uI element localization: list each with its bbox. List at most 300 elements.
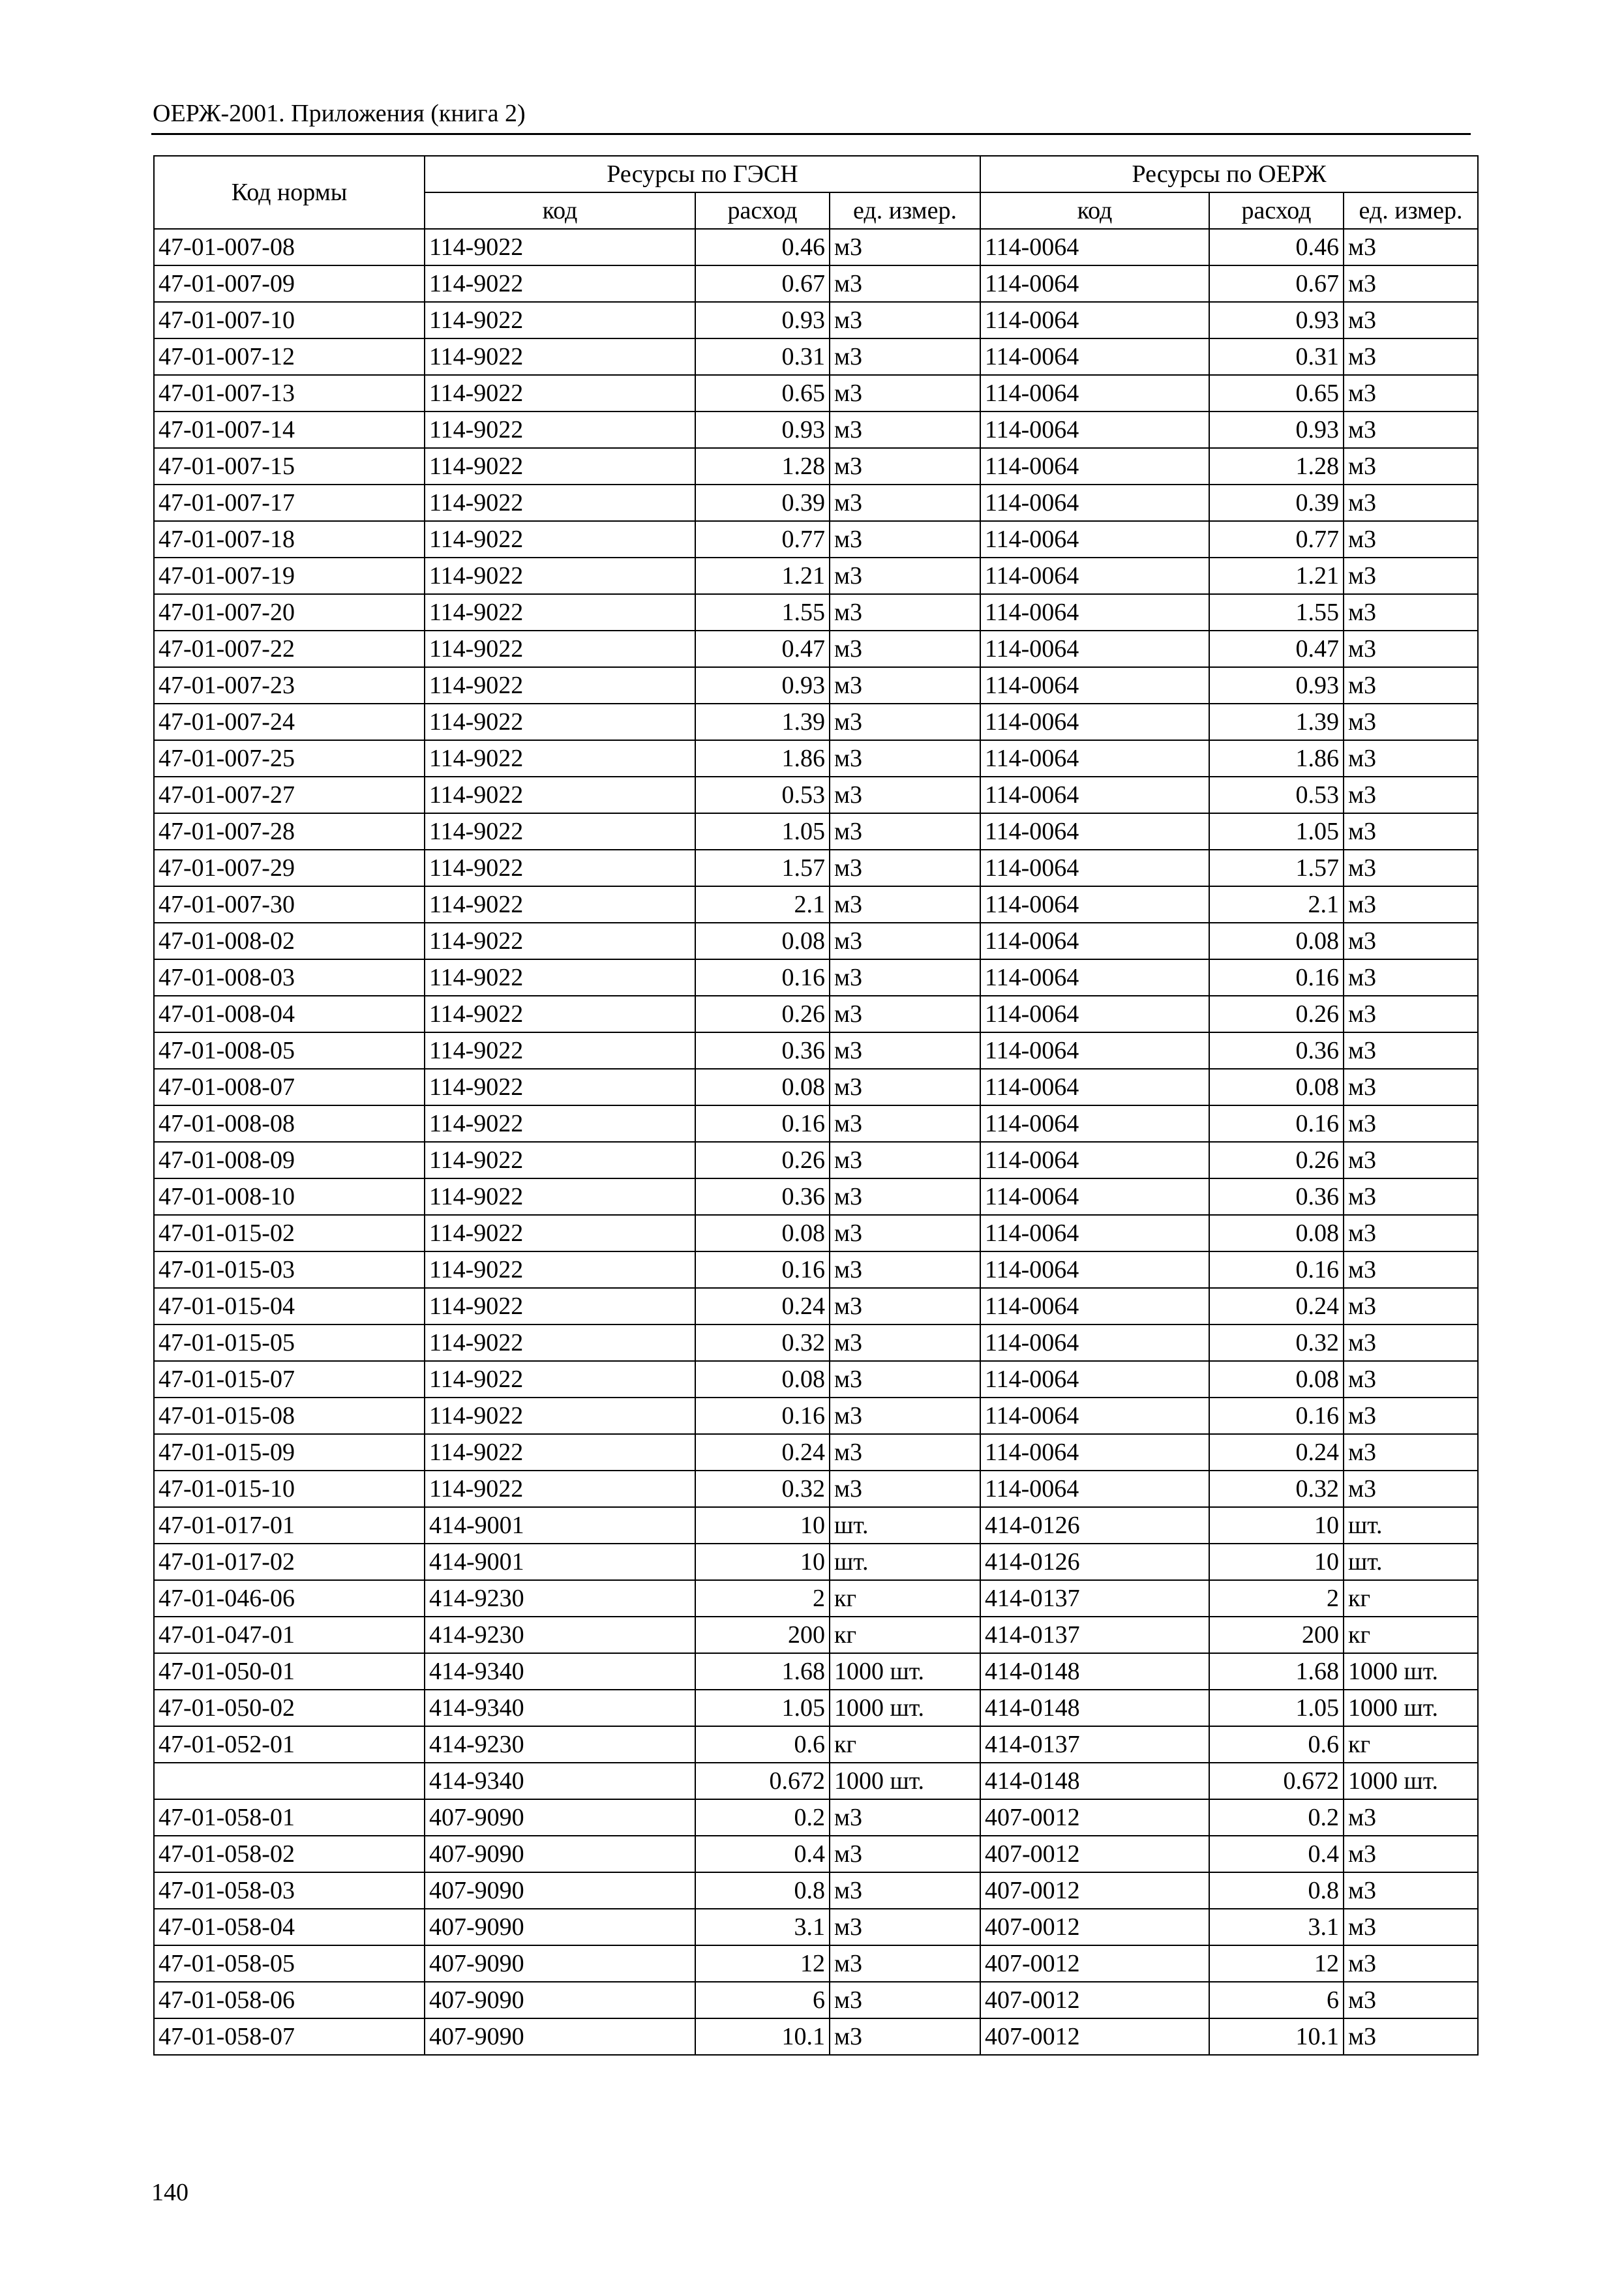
oerzh-consumption-cell: 0.47 — [1209, 631, 1344, 667]
oerzh-consumption-cell: 200 — [1209, 1617, 1344, 1653]
oerzh-unit-cell: м3 — [1344, 1434, 1478, 1471]
table-row — [154, 1580, 1478, 1617]
gesn-code-cell: 114-9022 — [425, 521, 695, 558]
oerzh-consumption-cell: 1.28 — [1209, 448, 1344, 485]
gesn-unit-cell: м3 — [830, 813, 980, 850]
table-row — [154, 1215, 1478, 1251]
gesn-code-cell: 114-9022 — [425, 704, 695, 740]
gesn-consumption-cell: 1.68 — [695, 1653, 830, 1690]
gesn-unit-cell: м3 — [830, 996, 980, 1032]
oerzh-unit-cell: м3 — [1344, 813, 1478, 850]
table-row — [154, 1763, 1478, 1799]
table-row — [154, 375, 1478, 411]
oerzh-code-cell: 414-0137 — [980, 1617, 1209, 1653]
oerzh-consumption-cell: 3.1 — [1209, 1909, 1344, 1945]
oerzh-unit-cell: м3 — [1344, 1361, 1478, 1398]
table-row — [154, 1251, 1478, 1288]
gesn-code-cell: 414-9230 — [425, 1617, 695, 1653]
gesn-consumption-cell: 1.05 — [695, 813, 830, 850]
oerzh-code-cell: 114-0064 — [980, 1032, 1209, 1069]
oerzh-consumption-cell: 2 — [1209, 1580, 1344, 1617]
table-row — [154, 1105, 1478, 1142]
oerzh-unit-cell: м3 — [1344, 1251, 1478, 1288]
oerzh-unit-cell: м3 — [1344, 923, 1478, 959]
norm-code-cell: 47-01-008-10 — [154, 1178, 425, 1215]
table-row — [154, 1324, 1478, 1361]
gesn-unit-cell: м3 — [830, 338, 980, 375]
gesn-code-cell: 114-9022 — [425, 850, 695, 886]
gesn-code-cell: 414-9340 — [425, 1653, 695, 1690]
gesn-code-cell: 114-9022 — [425, 813, 695, 850]
table-row — [154, 1945, 1478, 1982]
table-row — [154, 265, 1478, 302]
gesn-unit-cell: м3 — [830, 1434, 980, 1471]
gesn-consumption-cell: 0.672 — [695, 1763, 830, 1799]
gesn-code-cell: 114-9022 — [425, 1434, 695, 1471]
gesn-unit-cell: м3 — [830, 448, 980, 485]
gesn-consumption-cell: 0.32 — [695, 1471, 830, 1507]
oerzh-consumption-cell: 10 — [1209, 1544, 1344, 1580]
oerzh-code-cell: 114-0064 — [980, 813, 1209, 850]
norm-code-cell: 47-01-015-04 — [154, 1288, 425, 1324]
norm-code-cell: 47-01-008-04 — [154, 996, 425, 1032]
oerzh-unit-cell: м3 — [1344, 1288, 1478, 1324]
table-row — [154, 1507, 1478, 1544]
oerzh-unit-cell: м3 — [1344, 558, 1478, 594]
gesn-unit-cell: м3 — [830, 1215, 980, 1251]
oerzh-consumption-cell: 0.4 — [1209, 1836, 1344, 1872]
gesn-code-cell: 414-9230 — [425, 1726, 695, 1763]
oerzh-code-cell: 114-0064 — [980, 850, 1209, 886]
gesn-unit-cell: м3 — [830, 740, 980, 777]
oerzh-consumption-cell: 0.6 — [1209, 1726, 1344, 1763]
oerzh-consumption-cell: 1.05 — [1209, 813, 1344, 850]
oerzh-unit-cell: м3 — [1344, 1471, 1478, 1507]
table-row — [154, 1982, 1478, 2018]
oerzh-unit-cell: м3 — [1344, 1105, 1478, 1142]
gesn-unit-cell: м3 — [830, 1361, 980, 1398]
gesn-consumption-cell: 0.08 — [695, 923, 830, 959]
table-row — [154, 448, 1478, 485]
table-row — [154, 1909, 1478, 1945]
oerzh-code-cell: 114-0064 — [980, 594, 1209, 631]
oerzh-code-cell: 407-0012 — [980, 1799, 1209, 1836]
oerzh-code-cell: 114-0064 — [980, 485, 1209, 521]
oerzh-unit-cell: кг — [1344, 1617, 1478, 1653]
oerzh-code-cell: 114-0064 — [980, 1142, 1209, 1178]
oerzh-consumption-cell: 0.16 — [1209, 1105, 1344, 1142]
oerzh-code-cell: 414-0137 — [980, 1726, 1209, 1763]
oerzh-consumption-cell: 10.1 — [1209, 2018, 1344, 2055]
oerzh-unit-cell: м3 — [1344, 1836, 1478, 1872]
table-row — [154, 1617, 1478, 1653]
document-title: ОЕРЖ-2001. Приложения (книга 2) — [153, 100, 526, 127]
table-row — [154, 2018, 1478, 2055]
oerzh-unit-cell: м3 — [1344, 1872, 1478, 1909]
gesn-consumption-cell: 1.55 — [695, 594, 830, 631]
norm-code-cell: 47-01-007-30 — [154, 886, 425, 923]
table-row — [154, 886, 1478, 923]
oerzh-consumption-cell: 0.36 — [1209, 1178, 1344, 1215]
gesn-code-cell: 114-9022 — [425, 1215, 695, 1251]
table-row — [154, 1434, 1478, 1471]
oerzh-unit-cell: м3 — [1344, 1324, 1478, 1361]
gesn-consumption-cell: 0.39 — [695, 485, 830, 521]
norm-code-cell: 47-01-007-24 — [154, 704, 425, 740]
gesn-consumption-cell: 1.86 — [695, 740, 830, 777]
oerzh-consumption-cell: 10 — [1209, 1507, 1344, 1544]
col-header-norm-code: Код нормы — [154, 156, 425, 229]
gesn-unit-cell: м3 — [830, 959, 980, 996]
oerzh-consumption-cell: 6 — [1209, 1982, 1344, 2018]
gesn-code-cell: 114-9022 — [425, 1471, 695, 1507]
gesn-code-cell: 114-9022 — [425, 375, 695, 411]
oerzh-code-cell: 114-0064 — [980, 704, 1209, 740]
gesn-code-cell: 114-9022 — [425, 1288, 695, 1324]
oerzh-code-cell: 407-0012 — [980, 1982, 1209, 2018]
norm-code-cell: 47-01-050-02 — [154, 1690, 425, 1726]
oerzh-code-cell: 114-0064 — [980, 1105, 1209, 1142]
gesn-code-cell: 114-9022 — [425, 1142, 695, 1178]
col-header-oerzh-consumption: расход — [1209, 192, 1344, 229]
norm-code-cell: 47-01-008-02 — [154, 923, 425, 959]
oerzh-unit-cell: м3 — [1344, 2018, 1478, 2055]
gesn-code-cell: 114-9022 — [425, 485, 695, 521]
gesn-code-cell: 114-9022 — [425, 1069, 695, 1105]
oerzh-code-cell: 114-0064 — [980, 1398, 1209, 1434]
oerzh-code-cell: 114-0064 — [980, 1434, 1209, 1471]
gesn-unit-cell: м3 — [830, 631, 980, 667]
oerzh-code-cell: 114-0064 — [980, 558, 1209, 594]
oerzh-unit-cell: 1000 шт. — [1344, 1653, 1478, 1690]
oerzh-consumption-cell: 0.2 — [1209, 1799, 1344, 1836]
norm-code-cell: 47-01-008-03 — [154, 959, 425, 996]
gesn-unit-cell: шт. — [830, 1544, 980, 1580]
oerzh-code-cell: 114-0064 — [980, 1471, 1209, 1507]
oerzh-code-cell: 114-0064 — [980, 1178, 1209, 1215]
norm-code-cell: 47-01-058-01 — [154, 1799, 425, 1836]
gesn-consumption-cell: 0.08 — [695, 1361, 830, 1398]
gesn-unit-cell: м3 — [830, 1178, 980, 1215]
gesn-consumption-cell: 1.05 — [695, 1690, 830, 1726]
norm-code-cell: 47-01-015-07 — [154, 1361, 425, 1398]
oerzh-code-cell: 114-0064 — [980, 777, 1209, 813]
gesn-consumption-cell: 10.1 — [695, 2018, 830, 2055]
oerzh-code-cell: 114-0064 — [980, 1288, 1209, 1324]
gesn-code-cell: 114-9022 — [425, 667, 695, 704]
oerzh-unit-cell: м3 — [1344, 1215, 1478, 1251]
norm-code-cell: 47-01-007-19 — [154, 558, 425, 594]
gesn-consumption-cell: 2.1 — [695, 886, 830, 923]
table-row — [154, 1178, 1478, 1215]
oerzh-unit-cell: м3 — [1344, 1142, 1478, 1178]
oerzh-unit-cell: м3 — [1344, 338, 1478, 375]
table-body — [154, 229, 1478, 2055]
oerzh-unit-cell: м3 — [1344, 594, 1478, 631]
gesn-consumption-cell: 0.31 — [695, 338, 830, 375]
table-row — [154, 1799, 1478, 1836]
oerzh-consumption-cell: 0.16 — [1209, 959, 1344, 996]
norm-code-cell: 47-01-017-02 — [154, 1544, 425, 1580]
gesn-consumption-cell: 0.2 — [695, 1799, 830, 1836]
oerzh-consumption-cell: 0.39 — [1209, 485, 1344, 521]
gesn-consumption-cell: 0.8 — [695, 1872, 830, 1909]
gesn-consumption-cell: 0.93 — [695, 302, 830, 338]
norm-code-cell: 47-01-058-03 — [154, 1872, 425, 1909]
norm-code-cell — [154, 1763, 425, 1799]
col-header-gesn-consumption: расход — [695, 192, 830, 229]
oerzh-code-cell: 114-0064 — [980, 229, 1209, 265]
norm-code-cell: 47-01-007-18 — [154, 521, 425, 558]
gesn-unit-cell: кг — [830, 1726, 980, 1763]
col-header-oerzh-unit: ед. измер. — [1344, 192, 1478, 229]
oerzh-unit-cell: м3 — [1344, 740, 1478, 777]
table-row — [154, 1690, 1478, 1726]
gesn-unit-cell: м3 — [830, 302, 980, 338]
table-row — [154, 850, 1478, 886]
gesn-unit-cell: 1000 шт. — [830, 1690, 980, 1726]
gesn-unit-cell: м3 — [830, 229, 980, 265]
gesn-consumption-cell: 1.39 — [695, 704, 830, 740]
oerzh-unit-cell: м3 — [1344, 411, 1478, 448]
oerzh-unit-cell: м3 — [1344, 850, 1478, 886]
table-row — [154, 1142, 1478, 1178]
table-row — [154, 1361, 1478, 1398]
gesn-consumption-cell: 0.32 — [695, 1324, 830, 1361]
table-row — [154, 485, 1478, 521]
oerzh-unit-cell: м3 — [1344, 375, 1478, 411]
oerzh-code-cell: 414-0126 — [980, 1544, 1209, 1580]
gesn-code-cell: 407-9090 — [425, 1982, 695, 2018]
oerzh-code-cell: 114-0064 — [980, 1324, 1209, 1361]
gesn-unit-cell: м3 — [830, 850, 980, 886]
col-header-gesn-code: код — [425, 192, 695, 229]
norm-code-cell: 47-01-058-02 — [154, 1836, 425, 1872]
gesn-code-cell: 414-9001 — [425, 1544, 695, 1580]
oerzh-code-cell: 114-0064 — [980, 375, 1209, 411]
oerzh-unit-cell: м3 — [1344, 1178, 1478, 1215]
gesn-consumption-cell: 0.26 — [695, 996, 830, 1032]
gesn-unit-cell: м3 — [830, 1032, 980, 1069]
oerzh-consumption-cell: 0.32 — [1209, 1471, 1344, 1507]
oerzh-unit-cell: м3 — [1344, 448, 1478, 485]
gesn-consumption-cell: 0.6 — [695, 1726, 830, 1763]
norm-code-cell: 47-01-058-05 — [154, 1945, 425, 1982]
gesn-consumption-cell: 0.08 — [695, 1069, 830, 1105]
gesn-consumption-cell: 0.16 — [695, 1251, 830, 1288]
gesn-code-cell: 114-9022 — [425, 229, 695, 265]
gesn-code-cell: 114-9022 — [425, 777, 695, 813]
gesn-code-cell: 114-9022 — [425, 923, 695, 959]
oerzh-consumption-cell: 0.67 — [1209, 265, 1344, 302]
gesn-code-cell: 114-9022 — [425, 1032, 695, 1069]
gesn-code-cell: 114-9022 — [425, 1398, 695, 1434]
gesn-consumption-cell: 0.24 — [695, 1288, 830, 1324]
table-row — [154, 704, 1478, 740]
gesn-consumption-cell: 0.46 — [695, 229, 830, 265]
oerzh-unit-cell: м3 — [1344, 1069, 1478, 1105]
gesn-unit-cell: м3 — [830, 265, 980, 302]
oerzh-code-cell: 114-0064 — [980, 265, 1209, 302]
gesn-unit-cell: м3 — [830, 1142, 980, 1178]
norm-code-cell: 47-01-007-28 — [154, 813, 425, 850]
norm-code-cell: 47-01-007-27 — [154, 777, 425, 813]
table-row — [154, 996, 1478, 1032]
norm-code-cell: 47-01-007-12 — [154, 338, 425, 375]
gesn-code-cell: 414-9230 — [425, 1580, 695, 1617]
gesn-code-cell: 407-9090 — [425, 1836, 695, 1872]
table-row — [154, 558, 1478, 594]
norm-code-cell: 47-01-007-08 — [154, 229, 425, 265]
oerzh-unit-cell: шт. — [1344, 1507, 1478, 1544]
col-header-gesn-resources: Ресурсы по ГЭСН — [425, 156, 980, 192]
oerzh-consumption-cell: 1.21 — [1209, 558, 1344, 594]
gesn-unit-cell: м3 — [830, 1471, 980, 1507]
gesn-consumption-cell: 1.57 — [695, 850, 830, 886]
oerzh-unit-cell: м3 — [1344, 886, 1478, 923]
table-row — [154, 411, 1478, 448]
gesn-code-cell: 407-9090 — [425, 1799, 695, 1836]
oerzh-unit-cell: м3 — [1344, 521, 1478, 558]
page-number: 140 — [151, 2179, 188, 2206]
gesn-code-cell: 414-9001 — [425, 1507, 695, 1544]
gesn-consumption-cell: 10 — [695, 1507, 830, 1544]
gesn-unit-cell: м3 — [830, 1982, 980, 2018]
oerzh-code-cell: 114-0064 — [980, 1069, 1209, 1105]
oerzh-unit-cell: м3 — [1344, 631, 1478, 667]
gesn-unit-cell: м3 — [830, 923, 980, 959]
gesn-unit-cell: м3 — [830, 521, 980, 558]
oerzh-unit-cell: 1000 шт. — [1344, 1763, 1478, 1799]
table-row — [154, 338, 1478, 375]
gesn-consumption-cell: 0.16 — [695, 1105, 830, 1142]
gesn-code-cell: 114-9022 — [425, 594, 695, 631]
oerzh-code-cell: 414-0148 — [980, 1690, 1209, 1726]
gesn-code-cell: 114-9022 — [425, 558, 695, 594]
table-row — [154, 1032, 1478, 1069]
gesn-code-cell: 407-9090 — [425, 1945, 695, 1982]
gesn-code-cell: 114-9022 — [425, 740, 695, 777]
oerzh-unit-cell: м3 — [1344, 1982, 1478, 2018]
norm-code-cell: 47-01-007-09 — [154, 265, 425, 302]
oerzh-consumption-cell: 0.08 — [1209, 1215, 1344, 1251]
gesn-unit-cell: м3 — [830, 1398, 980, 1434]
oerzh-code-cell: 114-0064 — [980, 1361, 1209, 1398]
gesn-consumption-cell: 200 — [695, 1617, 830, 1653]
oerzh-code-cell: 114-0064 — [980, 923, 1209, 959]
gesn-code-cell: 407-9090 — [425, 2018, 695, 2055]
oerzh-code-cell: 114-0064 — [980, 886, 1209, 923]
table-row — [154, 667, 1478, 704]
norm-code-cell: 47-01-008-09 — [154, 1142, 425, 1178]
gesn-unit-cell: м3 — [830, 1872, 980, 1909]
gesn-consumption-cell: 12 — [695, 1945, 830, 1982]
norm-code-cell: 47-01-047-01 — [154, 1617, 425, 1653]
gesn-unit-cell: м3 — [830, 777, 980, 813]
gesn-code-cell: 114-9022 — [425, 631, 695, 667]
gesn-code-cell: 114-9022 — [425, 886, 695, 923]
norm-code-cell: 47-01-050-01 — [154, 1653, 425, 1690]
oerzh-unit-cell: м3 — [1344, 667, 1478, 704]
oerzh-consumption-cell: 0.24 — [1209, 1434, 1344, 1471]
oerzh-unit-cell: м3 — [1344, 1799, 1478, 1836]
gesn-code-cell: 114-9022 — [425, 959, 695, 996]
norm-code-cell: 47-01-007-23 — [154, 667, 425, 704]
gesn-unit-cell: м3 — [830, 1105, 980, 1142]
gesn-code-cell: 407-9090 — [425, 1909, 695, 1945]
table-row — [154, 959, 1478, 996]
col-header-gesn-unit: ед. измер. — [830, 192, 980, 229]
oerzh-consumption-cell: 1.55 — [1209, 594, 1344, 631]
gesn-consumption-cell: 2 — [695, 1580, 830, 1617]
oerzh-code-cell: 114-0064 — [980, 338, 1209, 375]
norm-code-cell: 47-01-007-29 — [154, 850, 425, 886]
oerzh-code-cell: 114-0064 — [980, 1215, 1209, 1251]
gesn-consumption-cell: 3.1 — [695, 1909, 830, 1945]
gesn-unit-cell: м3 — [830, 411, 980, 448]
oerzh-consumption-cell: 0.31 — [1209, 338, 1344, 375]
norm-code-cell: 47-01-007-17 — [154, 485, 425, 521]
table-row — [154, 1544, 1478, 1580]
oerzh-unit-cell: м3 — [1344, 959, 1478, 996]
oerzh-consumption-cell: 1.57 — [1209, 850, 1344, 886]
col-header-oerzh-code: код — [980, 192, 1209, 229]
oerzh-code-cell: 407-0012 — [980, 1872, 1209, 1909]
oerzh-unit-cell: м3 — [1344, 1032, 1478, 1069]
gesn-unit-cell: м3 — [830, 1069, 980, 1105]
oerzh-code-cell: 407-0012 — [980, 2018, 1209, 2055]
oerzh-unit-cell: кг — [1344, 1580, 1478, 1617]
oerzh-consumption-cell: 0.36 — [1209, 1032, 1344, 1069]
table-row — [154, 594, 1478, 631]
norm-code-cell: 47-01-017-01 — [154, 1507, 425, 1544]
gesn-consumption-cell: 0.08 — [695, 1215, 830, 1251]
gesn-code-cell: 114-9022 — [425, 448, 695, 485]
gesn-unit-cell: кг — [830, 1617, 980, 1653]
norm-code-cell: 47-01-007-13 — [154, 375, 425, 411]
oerzh-unit-cell: кг — [1344, 1726, 1478, 1763]
oerzh-code-cell: 114-0064 — [980, 959, 1209, 996]
gesn-consumption-cell: 0.24 — [695, 1434, 830, 1471]
oerzh-unit-cell: м3 — [1344, 485, 1478, 521]
gesn-unit-cell: м3 — [830, 558, 980, 594]
oerzh-consumption-cell: 0.93 — [1209, 667, 1344, 704]
gesn-consumption-cell: 0.26 — [695, 1142, 830, 1178]
gesn-code-cell: 114-9022 — [425, 1251, 695, 1288]
table-row — [154, 1726, 1478, 1763]
oerzh-code-cell: 114-0064 — [980, 667, 1209, 704]
norm-code-cell: 47-01-052-01 — [154, 1726, 425, 1763]
oerzh-consumption-cell: 0.26 — [1209, 996, 1344, 1032]
norm-code-cell: 47-01-015-02 — [154, 1215, 425, 1251]
table-row — [154, 777, 1478, 813]
norm-code-cell: 47-01-058-04 — [154, 1909, 425, 1945]
table-row — [154, 923, 1478, 959]
oerzh-consumption-cell: 0.65 — [1209, 375, 1344, 411]
gesn-code-cell: 114-9022 — [425, 1324, 695, 1361]
oerzh-consumption-cell: 0.08 — [1209, 1069, 1344, 1105]
gesn-consumption-cell: 1.28 — [695, 448, 830, 485]
gesn-unit-cell: м3 — [830, 1324, 980, 1361]
oerzh-consumption-cell: 0.08 — [1209, 923, 1344, 959]
oerzh-consumption-cell: 2.1 — [1209, 886, 1344, 923]
gesn-consumption-cell: 0.47 — [695, 631, 830, 667]
gesn-consumption-cell: 0.16 — [695, 959, 830, 996]
oerzh-code-cell: 407-0012 — [980, 1909, 1209, 1945]
norm-code-cell: 47-01-007-15 — [154, 448, 425, 485]
oerzh-consumption-cell: 12 — [1209, 1945, 1344, 1982]
norm-code-cell: 47-01-015-10 — [154, 1471, 425, 1507]
